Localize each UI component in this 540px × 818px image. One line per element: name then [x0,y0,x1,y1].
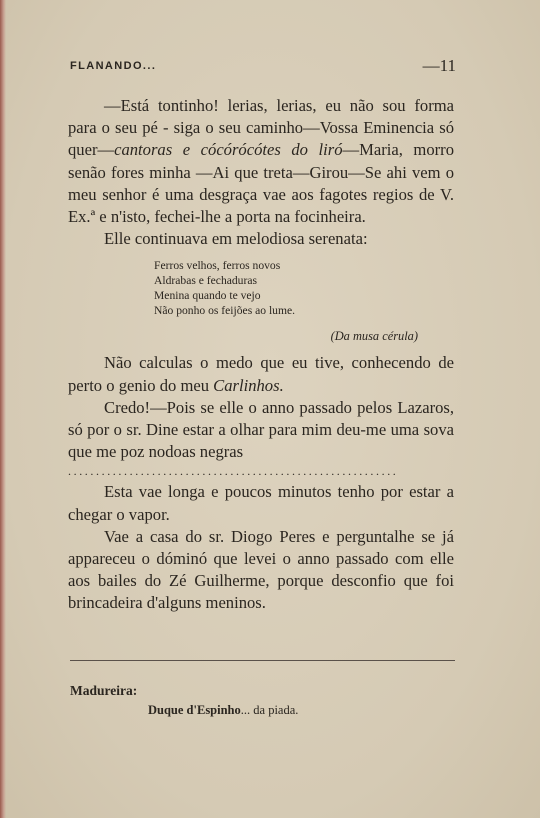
paragraph-1: —Está tontinho! lerias, lerias, eu não sou forma para o seu pé - siga o seu caminho—Vossa Eminencia só quer—cantoras e cócórócótes do liró—Maria, morro senão fores minha —Ai que treta—Girou—Se ahi vem o meu senhor é uma desgraça vae aos fagotes regios de V. Ex.ª e n'isto, fechei-lhe a porta na focinheira. [68,96,454,227]
footer-line: Duque d'Espinho... da piada. [148,703,299,717]
verse-line: Aldrabas e fechaduras [154,274,258,288]
verse-attribution: (Da musa cérula) [330,329,418,344]
body-text [68,95,454,615]
page-edge [0,0,6,818]
ellipsis-line: ........................................................... [68,464,399,479]
paragraph-5: Esta vae longa e poucos minutos tenho por estar a chegar o vapor. [68,482,454,524]
italic-name: Carlinhos. [213,375,284,395]
paragraph-3: Não calculas o medo que eu tive, conhecendo de perto o genio do meu Carlinhos. [68,353,454,395]
paragraph-2: Elle continuava em melodiosa serenata: [104,229,368,249]
paragraph-6: Vae a casa do sr. Diogo Peres e perguntalhe se já appareceu o dóminó que levei o anno passado com elle aos bailes do Zé Guilherme, porque desconfio que foi brincadeira d'alguns meninos. [68,526,454,613]
running-head: FLANANDO... [70,60,157,72]
page-header [70,56,456,78]
italic-phrase: cantoras e cócórócótes do liró [114,140,343,160]
page-number: —11 [422,56,456,75]
paragraph-4: Credo!—Pois se elle o anno passado pelos Lazaros, só por o sr. Dine estar a olhar para mim deu-me uma sova que me poz nodoas negras [68,397,454,462]
verse-block [154,258,454,318]
verse-line: Menina quando te vejo [154,289,261,303]
divider-rule [70,660,455,661]
footer-label: Madureira: [70,683,138,698]
verse-line: Ferros velhos, ferros novos [154,259,281,273]
verse-line: Não ponho os feijões ao lume. [154,304,296,318]
